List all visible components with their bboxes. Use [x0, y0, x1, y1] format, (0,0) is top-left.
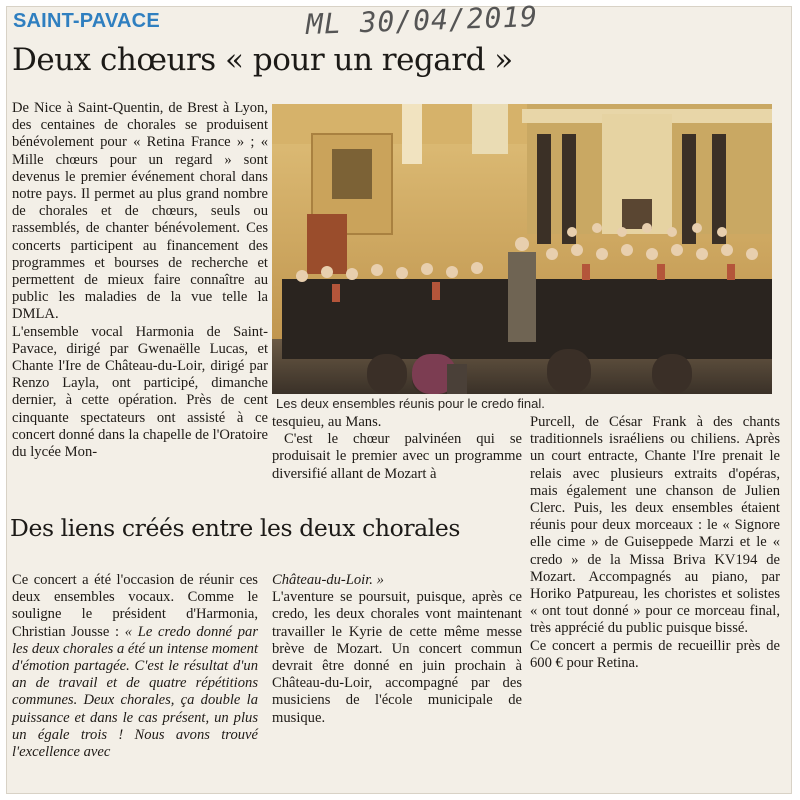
section-label: SAINT-PAVACE: [13, 10, 160, 32]
background-watermark: [521, 525, 631, 625]
middle-column-top: [272, 414, 522, 483]
intro-continued-2: C'est le chœur palvinéen qui se produisait le premier avec un programme diversifié allant de Mozart à: [272, 431, 522, 482]
body-col2-quote: Château-du-Loir. »: [272, 572, 384, 588]
intro-column: [12, 100, 268, 461]
body-col1-plain: Ce concert a été l'occasion de réunir ces deux ensembles vocaux. Comme le souligne le président d'Harmonia, Christian Jousse :: [12, 572, 258, 640]
body-column-2: [272, 572, 522, 727]
right-paragraph-2: Ce concert a permis de recueillir près de 600 € pour Retina.: [530, 637, 780, 671]
photo-caption: Les deux ensembles réunis pour le credo final.: [276, 396, 545, 411]
body-col1-quote: « Le credo donné par les deux chorales a été un intense moment d'émotion partagée. C'est le résultat d'un an de travail et de quatre répétitions communes. Deux chorales, ça double la puissance et dans le cas présent, un plus un égale trois ! Nous avons trouvé l'excellence avec: [12, 623, 258, 761]
body-col2-plain: L'aventure se poursuit, puisque, après ce credo, les deux chorales vont maintenant travailler le Kyrie de cette même messe brève de Mozart. Un concert commun devrait être donné en juin prochain à Château-du-Loir, accompagné par des musiciens de l'école municipale de musique.: [272, 589, 522, 726]
article-subheadline: Des liens créés entre les deux chorales: [10, 514, 461, 542]
intro-continued: tesquieu, au Mans.: [272, 414, 382, 430]
intro-paragraph-1: De Nice à Saint-Quentin, de Brest à Lyon, des centaines de chorales se produisent bénévolement pour « Retina France » ; « Mille chœurs pour un regard » sont devenus le premier événement choral dans notre pays. Il permet au plus grand nombre de chorales et de chœurs, seuls ou rassemblés, de chanter bénévolement. Ces concerts participent au financement des programmes et bourses de recherche et permettent de mieux faire connaître au public les maladies de la vue telle la DMLA.: [12, 100, 268, 323]
choir-photo-illustration: [272, 104, 772, 394]
right-paragraph-1: Purcell, de César Frank à des chants traditionnels israéliens ou chiliens. Après un court entracte, Chante l'Ire prenait le relais avec plusieurs extraits d'opéras, mais également une chanson de Julien Clerc. Puis, les deux ensembles étaient réunis pour deux morceaux : le « Signore elle cime » de Guiseppede Marzi et le « credo » de la Missa Briva KV194 de Mozart. Accompagnés au piano, par Horiko Patpureau, les choristes et solistes « ont tout donné » pour ce morceau final, très apprécié du public puisque bissé.: [530, 414, 780, 637]
intro-paragraph-2: L'ensemble vocal Harmonia de Saint-Pavace, dirigé par Gwenaëlle Lucas, et Chante l'Ire de Château-du-Loir, dirigé par Renzo Layla, ont participé, dimanche dernier, à cette opération. Près de cent cinquante spectateurs ont assisté à ce concert donné dans la chapelle de l'Oratoire du lycée Mon-: [12, 323, 268, 461]
body-col1-text: [12, 572, 258, 761]
choir-photo: [272, 104, 772, 394]
body-column-1: [12, 572, 258, 761]
article-headline: Deux chœurs « pour un regard »: [12, 42, 513, 78]
handwritten-date-note: ML 30/04/2019: [305, 0, 539, 42]
